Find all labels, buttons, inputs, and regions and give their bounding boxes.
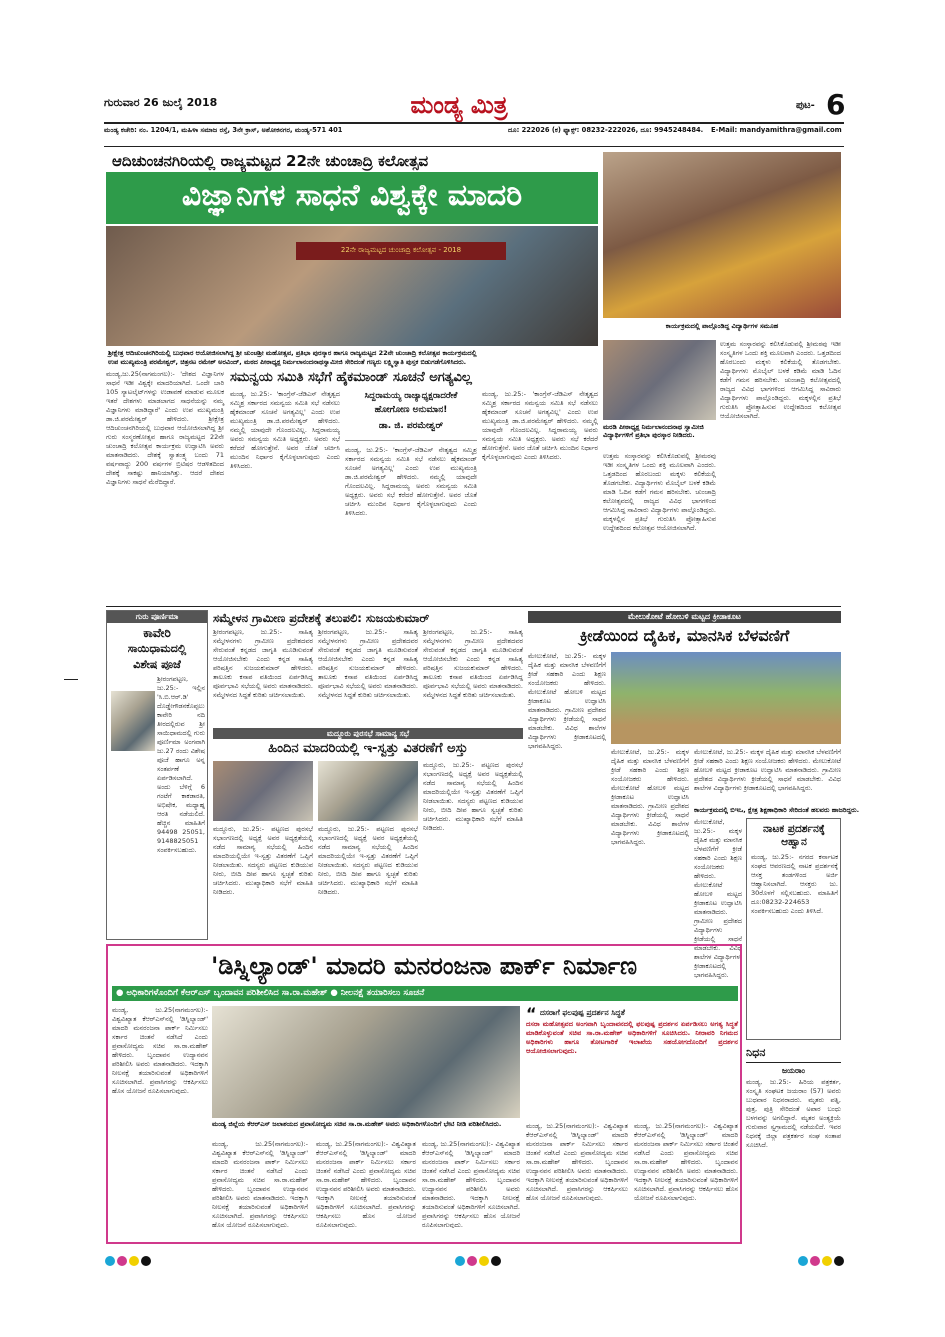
reg-dot xyxy=(129,1256,139,1266)
quote-mark-icon: “ xyxy=(526,1004,537,1023)
guru-title-1: ಕಾವೇರಿ xyxy=(143,626,171,640)
lead-photo-caption-2: ಉಪ ಮುಖ್ಯಮಂತ್ರಿ ಪರಮೇಶ್ವರ್, ಚಿತ್ರನಟ ರಮೇಶ್ ಅರವಿಂದ್, ಮಠದ ಪೀಠಾಧ್ಯಕ್ಷ ನಿರ್ಮಲಾನಂದನಾಥಸ್ವಾಮೀಜಿ ಸೇರಿದಂತೆ ಗಣ್ಯರು ಲಕ್ಷ್ಮಿಸ್ವಾತಿ ಪುಸ್ತಕ ಬಿಡುಗಡೆಗೊಳಿಸಿದರು. xyxy=(108,358,467,366)
reg-dot xyxy=(455,1256,465,1266)
sports-body-3: ಮೇಲುಕೋಟೆ, ಜು.25:- ಮಕ್ಕಳ ದೈಹಿಕ ಮತ್ತು ಮಾನಸಿಕ ಬೆಳವಣಿಗೆಗೆ ಕ್ರೀಡೆ ಸಹಕಾರಿ ಎಂದು ಶಿಕ್ಷಣ ಸಂಯೋಜಕರು ಹೇಳಿದರು. ಮೇಲುಕೋಟೆ ಹೋಬಳಿ ಮಟ್ಟದ ಕ್ರೀಡಾಕೂಟ ಉದ್ಘಾಟಿಸಿ ಮಾತನಾಡಿದರು. ಗ್ರಾಮೀಣ ಪ್ರದೇಶದ ವಿದ್ಯಾರ್ಥಿಗಳು ಕ್ರೀಡೆಯಲ್ಲಿ ಸಾಧನೆ ಮಾಡಬೇಕು. ವಿವಿಧ ಶಾಲೆಗಳ ವಿದ್ಯಾರ್ಥಿಗಳು ಕ್ರೀಡಾಕೂಟದಲ್ಲಿ ಭಾಗವಹಿಸಿದ್ದರು. xyxy=(694,748,841,792)
samanvaya-sub2: ಹೋಗೋಣ ಅನುಮಾನ! xyxy=(374,405,448,415)
disney-body-4: ಮಂಡ್ಯ, ಜು.25(ನಾಗಮಂಗಲ):- ವಿಶ್ವವಿಖ್ಯಾತ ಕೆಆರ್‌ಎಸ್‌ನಲ್ಲಿ 'ಡಿಸ್ನಿಲ್ಯಾಂಡ್' ಮಾದರಿ ಮನರಂಜನಾ ಪಾರ್ಕ್ ನಿರ್ಮಿಸಲು ಸರ್ಕಾರ ಚಿಂತನೆ ನಡೆಸಿದೆ ಎಂದು ಪ್ರವಾಸೋದ್ಯಮ ಸಚಿವ ಸಾ.ರಾ.ಮಹೇಶ್ ಹೇಳಿದರು. ಬೃಂದಾವನ ಉದ್ಯಾನವನ ಪರಿಶೀಲಿಸಿ ಅವರು ಮಾತನಾಡಿದರು. ಇದಕ್ಕಾಗಿ ನೀಲನಕ್ಷೆ ತಯಾರಿಸುವಂತೆ ಅಧಿಕಾರಿಗಳಿಗೆ ಸೂಚಿಸಲಾಗಿದೆ. ಪ್ರವಾಸಿಗರನ್ನು ಆಕರ್ಷಿಸಲು ಹೊಸ ಯೋಜನೆ ರೂಪಿಸಲಾಗುವುದು. xyxy=(422,1140,520,1229)
lead-photo-caption: ಶ್ರೀಕ್ಷೇತ್ರ ಆದಿಚುಂಚನಗಿರಿಯಲ್ಲಿ ಬುಧವಾರ ಆಯೋಜಿಸಲಾಗಿದ್ದ ಶ್ರೀ ಚುಂಚಶ್ರೀ ಮಹೋತ್ಸವ, ಪ್ರತಿಭಾ ಪುರಸ್ಕಾರ ಹಾಗೂ ರಾಜ್ಯಮಟ್ಟದ 22ನೇ ಚುಂಚಾದ್ರಿ ಕಲೋತ್ಸವ ಕಾರ್ಯಕ್ರಮದಲ್ಲಿ xyxy=(108,349,477,357)
page-number: 6 xyxy=(826,88,846,121)
sports-kicker: ಮೇಲುಕೋಟೆ ಹೋಬಳಿ ಮಟ್ಟದ ಕ್ರೀಡಾಕೂಟ xyxy=(627,612,742,621)
nataka-body: ಮಂಡ್ಯ, ಜು.25:- ನಗರದ ಕರ್ನಾಟಕ ಸಂಘದ ಆವರಣದಲ್ಲಿ ನಾಟಕ ಪ್ರದರ್ಶನಕ್ಕೆ ಆಸಕ್ತ ತಂಡಗಳಿಂದ ಅರ್ಜಿ ಆಹ್ವಾನಿಸಲಾಗಿದೆ. ಆಸಕ್ತರು ಜು. 30ರೊಳಗೆ ಸಲ್ಲಿಸಬಹುದು. ಮಾಹಿತಿಗೆ ದೂ:08232-224653 ಸಂಪರ್ಕಿಸಬಹುದು ಎಂದು ತಿಳಿಸಿದೆ. xyxy=(751,853,838,915)
guru-title-3: ವಿಶೇಷ ಪೂಜೆ xyxy=(133,658,181,671)
samanvaya-body-left: ಮಂಡ್ಯ, ಜು.25:- 'ಕಾಂಗ್ರೆಸ್-ಜೆಡಿಎಸ್ ನೇತೃತ್ವದ ಸಮ್ಮಿಶ್ರ ಸರ್ಕಾರದ ಸಮನ್ವಯ ಸಮಿತಿ ಸಭೆ ನಡೆಸಲು ಹೈಕಮಾಂಡ್ ಸೂಚನೆ ಅಗತ್ಯವಿಲ್ಲ' ಎಂದು ಉಪ ಮುಖ್ಯಮಂತ್ರಿ ಡಾ.ಜಿ.ಪರಮೇಶ್ವರ್ ಹೇಳಿದರು. ನಮ್ಮಲ್ಲಿ ಯಾವುದೇ ಗೊಂದಲವಿಲ್ಲ. ಸಿದ್ದರಾಮಯ್ಯ ಅವರು ಸಮನ್ವಯ ಸಮಿತಿ ಅಧ್ಯಕ್ಷರು. ಅವರು ಸಭೆ ಕರೆದರೆ ಹೋಗುತ್ತೇನೆ. ಅವರ ಜೊತೆ ಚರ್ಚಿಸಿ ಮುಂದಿನ ನಿರ್ಧಾರ ಕೈಗೊಳ್ಳಲಾಗುವುದು ಎಂದು ತಿಳಿಸಿದರು. xyxy=(230,390,340,470)
disney-quote-text: ದಸರಾ ಮಹೋತ್ಸವದ ಅಂಗವಾಗಿ ಬೃಂದಾವನದಲ್ಲಿ ಫಲಪುಷ್ಪ ಪ್ರದರ್ಶನ ಏರ್ಪಡಿಸಲು ಅಗತ್ಯ ಸಿದ್ಧತೆ ಮಾಡಿಕೊಳ್ಳುವಂತೆ ಸಚಿವ ಸಾ.ರಾ.ಮಹೇಶ್ ಅಧಿಕಾರಿಗಳಿಗೆ ಸೂಚಿಸಿದರು. ನೀರಾವರಿ ನಿಗಮದ ಅಧಿಕಾರಿಗಳು ಹಾಗೂ ತೋಟಗಾರಿಕೆ ಇಲಾಖೆಯ ಸಹಯೋಗದೊಂದಿಗೆ ಪ್ರದರ್ಶನ ಆಯೋಜಿಸಲಾಗುವುದು. xyxy=(526,1020,738,1055)
eswathu-photo-2 xyxy=(318,761,418,821)
disneyland-box xyxy=(106,944,742,1244)
award-photo-caption: ಮರಡಿ ಪೀಠಾಧ್ಯಕ್ಷ ನಿರ್ಮಲಾನಂದನಾಥ ಸ್ವಾಮೀಜಿ ವಿದ್ಯಾರ್ಥಿಗಳಿಗೆ ಪ್ರತಿಭಾ ಪುರಸ್ಕಾರ ನೀಡಿದರು. xyxy=(603,423,704,439)
nataka-box xyxy=(746,818,841,1040)
masthead xyxy=(104,88,846,136)
lead-body: ಮಂಡ್ಯ,ಜು.25(ನಾಗಮಂಗಲ):- 'ದೇಶದ ವಿಜ್ಞಾನಿಗಳ ಸಾಧನೆ ಇಡೀ ವಿಶ್ವಕ್ಕೇ ಮಾದರಿಯಾಗಿದೆ. ಒಂದೇ ಬಾರಿ 105 ಸ್ಯಾಟಲೈಟ್‌ಗಳನ್ನು ಉಡಾವಣೆ ಮಾಡುವ ಮೂಲಕ ಇತರೆ ದೇಶಗಳು ಮಾಡಲಾಗದ ಸಾಧನೆಯನ್ನು ನಮ್ಮ ವಿಜ್ಞಾನಿಗಳು ಮಾಡಿದ್ದಾರೆ' ಎಂದು ಉಪ ಮುಖ್ಯಮಂತ್ರಿ ಡಾ.ಜಿ.ಪರಮೇಶ್ವರ್ ಹೇಳಿದರು. ಶ್ರೀಕ್ಷೇತ್ರ ಆದಿಚುಂಚನಗಿರಿಯಲ್ಲಿ ಬುಧವಾರ ಆಯೋಜಿಸಲಾಗಿದ್ದ ಶ್ರೀ ಗುರು ಸಂಸ್ಮರಣೋತ್ಸವ ಹಾಗೂ ರಾಜ್ಯಮಟ್ಟದ 22ನೇ ಚುಂಚಾದ್ರಿ ಕಲೋತ್ಸವ ಕಾರ್ಯಕ್ರಮ ಉದ್ಘಾಟಿಸಿ ಅವರು ಮಾತನಾಡಿದರು. ದೇಶಕ್ಕೆ ಸ್ವಾತಂತ್ರ್ಯ ಬಂದು 71 ವರ್ಷವಾದ್ದು 200 ವರ್ಷಗಳ ಬ್ರಿಟಿಷರ ಆಡಳಿತದಿಂದ ದೇಶಕ್ಕೆ ಸಾಕಷ್ಟು ಹಾನಿಯಾಗಿತ್ತು. ಆದರೆ ದೇಶದ ವಿಜ್ಞಾನಿಗಳು ಸಾಧನೆ ಮೆರೆದಿದ್ದಾರೆ. xyxy=(106,370,224,486)
sammelana-body-2: ಶ್ರೀರಂಗಪಟ್ಟಣ, ಜು.25:- ಸಾಹಿತ್ಯ ಸಮ್ಮೇಳನಗಳು ಗ್ರಾಮೀಣ ಪ್ರದೇಶದವರ ಸೇರುವಂತೆ ಕನ್ನಡದ ಜಾಗೃತಿ ಮೂಡಿಸುವಂತೆ ಆಯೋಜಿಸಬೇಕು ಎಂದು ಕನ್ನಡ ಸಾಹಿತ್ಯ ಪರಿಷತ್ತಿನ ಸುಜಯಕುಮಾರ್ ಹೇಳಿದರು. ತಾಲೂಕು ಕಸಾಪ ವತಿಯಿಂದ ಏರ್ಪಡಿಸಿದ್ದ ಪೂರ್ವಭಾವಿ ಸಭೆಯಲ್ಲಿ ಅವರು ಮಾತನಾಡಿದರು. ಸಮ್ಮೇಳನದ ಸಿದ್ಧತೆ ಕುರಿತು ಚರ್ಚಿಸಲಾಯಿತು. xyxy=(318,628,418,699)
sammelana-body-3: ಶ್ರೀರಂಗಪಟ್ಟಣ, ಜು.25:- ಸಾಹಿತ್ಯ ಸಮ್ಮೇಳನಗಳು ಗ್ರಾಮೀಣ ಪ್ರದೇಶದವರ ಸೇರುವಂತೆ ಕನ್ನಡದ ಜಾಗೃತಿ ಮೂಡಿಸುವಂತೆ ಆಯೋಜಿಸಬೇಕು ಎಂದು ಕನ್ನಡ ಸಾಹಿತ್ಯ ಪರಿಷತ್ತಿನ ಸುಜಯಕುಮಾರ್ ಹೇಳಿದರು. ತಾಲೂಕು ಕಸಾಪ ವತಿಯಿಂದ ಏರ್ಪಡಿಸಿದ್ದ ಪೂರ್ವಭಾವಿ ಸಭೆಯಲ್ಲಿ ಅವರು ಮಾತನಾಡಿದರು. ಸಮ್ಮೇಳನದ ಸಿದ್ಧತೆ ಕುರಿತು ಚರ್ಚಿಸಲಾಯಿತು. xyxy=(423,628,523,699)
eswathu-body-2: ಮದ್ದೂರು, ಜು.25:- ಪಟ್ಟಣದ ಪುರಸಭೆ ಸಭಾಂಗಣದಲ್ಲಿ ಅಧ್ಯಕ್ಷೆ ಅವರ ಅಧ್ಯಕ್ಷತೆಯಲ್ಲಿ ನಡೆದ ಸಾಮಾನ್ಯ ಸಭೆಯಲ್ಲಿ ಹಿಂದಿನ ಮಾದರಿಯಲ್ಲಿಯೇ ಇ-ಸ್ವತ್ತು ವಿತರಣೆಗೆ ಒಪ್ಪಿಗೆ ನೀಡಲಾಯಿತು. ಸದಸ್ಯರು ಪಟ್ಟಣದ ಕುಡಿಯುವ ನೀರು, ಬೀದಿ ದೀಪ ಹಾಗೂ ಸ್ವಚ್ಛತೆ ಕುರಿತು ಚರ್ಚಿಸಿದರು. ಮುಖ್ಯಾಧಿಕಾರಿ ಸಭೆಗೆ ಮಾಹಿತಿ ನೀಡಿದರು. xyxy=(318,825,418,896)
sports-caption: ಕಾರ್ಯಕ್ರಮದಲ್ಲಿ ಬಿಇಒ, ಕ್ಷೇತ್ರ ಶಿಕ್ಷಣಾಧಿಕಾರಿ ಸೇರಿದಂತೆ ಹಲವರು ಹಾಜರಿದ್ದರು. xyxy=(694,806,860,814)
guru-title-2: ಸಾಯಿಧಾಮದಲ್ಲಿ xyxy=(127,642,187,655)
disney-photo xyxy=(212,1006,520,1118)
samanvaya-sub3: ಡಾ. ಜಿ. ಪರಮೇಶ್ವರ್ xyxy=(378,421,444,431)
right-column-text: ಉತ್ತಮ ಸಂಸ್ಕಾರವನ್ನು ಕಲಿಸಿಕೊಡುವಲ್ಲಿ ಶ್ರೀಮಠವು ಇಡೀ ಸಂಸ್ಕೃತಿಗಳ ಒಂದು ಶಕ್ತಿ ಮೂಲವಾಗಿ ಎಂದರು. ಒತ್ತಡದಿಂದ ಹೊರಬಂದು ಮಕ್ಕಳು ಕಲಿಕೆಯಲ್ಲಿ ತೊಡಗಬೇಕು. ವಿದ್ಯಾರ್ಥಿಗಳು ಮೊಬೈಲ್ ಬಳಕೆ ಕಡಿಮೆ ಮಾಡಿ ಓದಿನ ಕಡೆಗೆ ಗಮನ ಹರಿಸಬೇಕು. ಚುಂಚಾದ್ರಿ ಕಲೋತ್ಸವದಲ್ಲಿ ರಾಜ್ಯದ ವಿವಿಧ ಭಾಗಗಳಿಂದ ಆಗಮಿಸಿದ್ದ ಸಾವಿರಾರು ವಿದ್ಯಾರ್ಥಿಗಳು ಪಾಲ್ಗೊಂಡಿದ್ದರು. ಮಕ್ಕಳಲ್ಲಿನ ಪ್ರತಿಭೆ ಗುರುತಿಸಿ ಪ್ರೋತ್ಸಾಹಿಸುವ ಉದ್ದೇಶದಿಂದ ಕಲೋತ್ಸವ ಆಯೋಜಿಸಲಾಗಿದೆ. xyxy=(720,340,841,420)
masthead-rule xyxy=(104,122,844,124)
lead-headline: ವಿಜ್ಞಾನಿಗಳ ಸಾಧನೆ ವಿಶ್ವಕ್ಕೇ ಮಾದರಿ xyxy=(181,178,523,213)
lead-headline-band xyxy=(106,172,598,224)
disney-body-2: ಮಂಡ್ಯ, ಜು.25(ನಾಗಮಂಗಲ):- ವಿಶ್ವವಿಖ್ಯಾತ ಕೆಆರ್‌ಎಸ್‌ನಲ್ಲಿ 'ಡಿಸ್ನಿಲ್ಯಾಂಡ್' ಮಾದರಿ ಮನರಂಜನಾ ಪಾರ್ಕ್ ನಿರ್ಮಿಸಲು ಸರ್ಕಾರ ಚಿಂತನೆ ನಡೆಸಿದೆ ಎಂದು ಪ್ರವಾಸೋದ್ಯಮ ಸಚಿವ ಸಾ.ರಾ.ಮಹೇಶ್ ಹೇಳಿದರು. ಬೃಂದಾವನ ಉದ್ಯಾನವನ ಪರಿಶೀಲಿಸಿ ಅವರು ಮಾತನಾಡಿದರು. ಇದಕ್ಕಾಗಿ ನೀಲನಕ್ಷೆ ತಯಾರಿಸುವಂತೆ ಅಧಿಕಾರಿಗಳಿಗೆ ಸೂಚಿಸಲಾಗಿದೆ. ಪ್ರವಾಸಿಗರನ್ನು ಆಕರ್ಷಿಸಲು ಹೊಸ ಯೋಜನೆ ರೂಪಿಸಲಾಗುವುದು. xyxy=(212,1140,308,1229)
stage-banner xyxy=(296,242,506,260)
nidhana-name: ಜಯರಾಂ xyxy=(781,1066,805,1075)
nidhana-title: ನಿಧನ xyxy=(746,1046,766,1059)
disney-body-1: ಮಂಡ್ಯ, ಜು.25(ನಾಗಮಂಗಲ):- ವಿಶ್ವವಿಖ್ಯಾತ ಕೆಆರ್‌ಎಸ್‌ನಲ್ಲಿ 'ಡಿಸ್ನಿಲ್ಯಾಂಡ್' ಮಾದರಿ ಮನರಂಜನಾ ಪಾರ್ಕ್ ನಿರ್ಮಿಸಲು ಸರ್ಕಾರ ಚಿಂತನೆ ನಡೆಸಿದೆ ಎಂದು ಪ್ರವಾಸೋದ್ಯಮ ಸಚಿವ ಸಾ.ರಾ.ಮಹೇಶ್ ಹೇಳಿದರು. ಬೃಂದಾವನ ಉದ್ಯಾನವನ ಪರಿಶೀಲಿಸಿ ಅವರು ಮಾತನಾಡಿದರು. ಇದಕ್ಕಾಗಿ ನೀಲನಕ್ಷೆ ತಯಾರಿಸುವಂತೆ ಅಧಿಕಾರಿಗಳಿಗೆ ಸೂಚಿಸಲಾಗಿದೆ. ಪ್ರವಾಸಿಗರನ್ನು ಆಕರ್ಷಿಸಲು ಹೊಸ ಯೋಜನೆ ರೂಪಿಸಲಾಗುವುದು. xyxy=(112,1006,208,1095)
reg-dot xyxy=(822,1256,832,1266)
eswathu-body-1: ಮದ್ದೂರು, ಜು.25:- ಪಟ್ಟಣದ ಪುರಸಭೆ ಸಭಾಂಗಣದಲ್ಲಿ ಅಧ್ಯಕ್ಷೆ ಅವರ ಅಧ್ಯಕ್ಷತೆಯಲ್ಲಿ ನಡೆದ ಸಾಮಾನ್ಯ ಸಭೆಯಲ್ಲಿ ಹಿಂದಿನ ಮಾದರಿಯಲ್ಲಿಯೇ ಇ-ಸ್ವತ್ತು ವಿತರಣೆಗೆ ಒಪ್ಪಿಗೆ ನೀಡಲಾಯಿತು. ಸದಸ್ಯರು ಪಟ್ಟಣದ ಕುಡಿಯುವ ನೀರು, ಬೀದಿ ದೀಪ ಹಾಗೂ ಸ್ವಚ್ಛತೆ ಕುರಿತು ಚರ್ಚಿಸಿದರು. ಮುಖ್ಯಾಧಿಕಾರಿ ಸಭೆಗೆ ಮಾಹಿತಿ ನೀಡಿದರು. xyxy=(213,825,313,896)
reg-dot xyxy=(798,1256,808,1266)
guru-body: ಶ್ರೀರಂಗಪಟ್ಟಣ, ಜು.25:- ಇಲ್ಲಿನ 'ಸಿ.ಬಿ.ಆರ್.ಡಿ' ದೊಡ್ಡೇಗೌಡನಕೊಪ್ಪಲು ಕಾವೇರಿ ನದಿ ತೀರದಲ್ಲಿರುವ ಶ್ರೀ ಸಾಯಿಧಾಮದಲ್ಲಿ ಗುರು ಪೂರ್ಣಿಮಾ ಅಂಗವಾಗಿ ಜು.27 ರಂದು ವಿಶೇಷ ಪೂಜೆ ಹಾಗೂ ಅನ್ನ ಸಂತರ್ಪಣೆ ಏರ್ಪಡಿಸಲಾಗಿದೆ. ಅಂದು ಬೆಳಿಗ್ಗೆ 6 ಗಂಟೆಗೆ ಕಾಕಡಾರತಿ, ಅಭಿಷೇಕ, ಮಧ್ಯಾಹ್ನ ಆರತಿ ನಡೆಯಲಿದೆ. ಹೆಚ್ಚಿನ ಮಾಹಿತಿಗೆ 94498 25051, 9148825051 ಸಂಪರ್ಕಿಸಬಹುದು. xyxy=(157,675,205,854)
samanvaya-body-right: ಮಂಡ್ಯ, ಜು.25:- 'ಕಾಂಗ್ರೆಸ್-ಜೆಡಿಎಸ್ ನೇತೃತ್ವದ ಸಮ್ಮಿಶ್ರ ಸರ್ಕಾರದ ಸಮನ್ವಯ ಸಮಿತಿ ಸಭೆ ನಡೆಸಲು ಹೈಕಮಾಂಡ್ ಸೂಚನೆ ಅಗತ್ಯವಿಲ್ಲ' ಎಂದು ಉಪ ಮುಖ್ಯಮಂತ್ರಿ ಡಾ.ಜಿ.ಪರಮೇಶ್ವರ್ ಹೇಳಿದರು. ನಮ್ಮಲ್ಲಿ ಯಾವುದೇ ಗೊಂದಲವಿಲ್ಲ. ಸಿದ್ದರಾಮಯ್ಯ ಅವರು ಸಮನ್ವಯ ಸಮಿತಿ ಅಧ್ಯಕ್ಷರು. ಅವರು ಸಭೆ ಕರೆದರೆ ಹೋಗುತ್ತೇನೆ. ಅವರ ಜೊತೆ ಚರ್ಚಿಸಿ ಮುಂದಿನ ನಿರ್ಧಾರ ಕೈಗೊಳ್ಳಲಾಗುವುದು ಎಂದು ತಿಳಿಸಿದರು. xyxy=(482,390,598,461)
masthead-title: ಮಂಡ್ಯ ಮಿತ್ರ xyxy=(410,90,508,119)
disney-subhead: ● ಅಧಿಕಾರಿಗಳೊಂದಿಗೆ ಕೆಆರ್‌ಎಸ್ ಬೃಂದಾವನ ಪರಿಶೀಲಿಸಿದ ಸಾ.ರಾ.ಮಹೇಶ್ ● ನೀಲನಕ್ಷೆ ತಯಾರಿಸಲು ಸೂಚನೆ xyxy=(116,988,425,998)
sports-body-4: ಮೇಲುಕೋಟೆ, ಜು.25:- ಮಕ್ಕಳ ದೈಹಿಕ ಮತ್ತು ಮಾನಸಿಕ ಬೆಳವಣಿಗೆಗೆ ಕ್ರೀಡೆ ಸಹಕಾರಿ ಎಂದು ಶಿಕ್ಷಣ ಸಂಯೋಜಕರು ಹೇಳಿದರು. ಮೇಲುಕೋಟೆ ಹೋಬಳಿ ಮಟ್ಟದ ಕ್ರೀಡಾಕೂಟ ಉದ್ಘಾಟಿಸಿ ಮಾತನಾಡಿದರು. ಗ್ರಾಮೀಣ ಪ್ರದೇಶದ ವಿದ್ಯಾರ್ಥಿಗಳು ಕ್ರೀಡೆಯಲ್ಲಿ ಸಾಧನೆ ಮಾಡಬೇಕು. ವಿವಿಧ ಶಾಲೆಗಳ ವಿದ್ಯಾರ್ಥಿಗಳು ಕ್ರೀಡಾಕೂಟದಲ್ಲಿ ಭಾಗವಹಿಸಿದ್ದರು. xyxy=(694,818,742,979)
disney-subband xyxy=(112,986,738,1001)
sports-body-1: ಮೇಲುಕೋಟೆ, ಜು.25:- ಮಕ್ಕಳ ದೈಹಿಕ ಮತ್ತು ಮಾನಸಿಕ ಬೆಳವಣಿಗೆಗೆ ಕ್ರೀಡೆ ಸಹಕಾರಿ ಎಂದು ಶಿಕ್ಷಣ ಸಂಯೋಜಕರು ಹೇಳಿದರು. ಮೇಲುಕೋಟೆ ಹೋಬಳಿ ಮಟ್ಟದ ಕ್ರೀಡಾಕೂಟ ಉದ್ಘಾಟಿಸಿ ಮಾತನಾಡಿದರು. ಗ್ರಾಮೀಣ ಪ್ರದೇಶದ ವಿದ್ಯಾರ್ಥಿಗಳು ಕ್ರೀಡೆಯಲ್ಲಿ ಸಾಧನೆ ಮಾಡಬೇಕು. ವಿವಿಧ ಶಾಲೆಗಳ ವಿದ್ಯಾರ್ಥಿಗಳು ಕ್ರೀಡಾಕೂಟದಲ್ಲಿ ಭಾಗವಹಿಸಿದ್ದರು. xyxy=(528,652,606,750)
reg-dot xyxy=(105,1256,115,1266)
reg-dot xyxy=(117,1256,127,1266)
eswathu-body-3: ಮದ್ದೂರು, ಜು.25:- ಪಟ್ಟಣದ ಪುರಸಭೆ ಸಭಾಂಗಣದಲ್ಲಿ ಅಧ್ಯಕ್ಷೆ ಅವರ ಅಧ್ಯಕ್ಷತೆಯಲ್ಲಿ ನಡೆದ ಸಾಮಾನ್ಯ ಸಭೆಯಲ್ಲಿ ಹಿಂದಿನ ಮಾದರಿಯಲ್ಲಿಯೇ ಇ-ಸ್ವತ್ತು ವಿತರಣೆಗೆ ಒಪ್ಪಿಗೆ ನೀಡಲಾಯಿತು. ಸದಸ್ಯರು ಪಟ್ಟಣದ ಕುಡಿಯುವ ನೀರು, ಬೀದಿ ದೀಪ ಹಾಗೂ ಸ್ವಚ್ಛತೆ ಕುರಿತು ಚರ್ಚಿಸಿದರು. ಮುಖ್ಯಾಧಿಕಾರಿ ಸಭೆಗೆ ಮಾಹಿತಿ ನೀಡಿದರು. xyxy=(423,761,523,832)
disney-photo-caption: ಮಂಡ್ಯ ಜಿಲ್ಲೆಯ ಕೆಆರ್‌ಎಸ್ ಜಲಾಶಯದ ಪ್ರವಾಸೋದ್ಯಮ ಸಚಿವ ಸಾ.ರಾ.ಮಹೇಶ್ ಅವರು ಅಧಿಕಾರಿಗಳೊಂದಿಗೆ ಭೇಟಿ ನೀಡಿ ಪರಿಶೀಲಿಸಿದರು. xyxy=(212,1120,502,1128)
eswathu-photo-1 xyxy=(213,761,313,821)
guru-kicker-band xyxy=(107,611,207,623)
lead-photo xyxy=(106,226,598,346)
sports-kicker-band xyxy=(528,611,841,623)
reg-dot xyxy=(467,1256,477,1266)
disney-headline: 'ಡಿಸ್ನಿಲ್ಯಾಂಡ್' ಮಾದರಿ ಮನರಂಜನಾ ಪಾರ್ಕ್ ನಿರ್ಮಾಣ xyxy=(210,952,638,980)
eswathu-kicker-band xyxy=(213,728,523,739)
sammelana-headline: ಸಮ್ಮೇಳನ ಗ್ರಾಮೀಣ ಪ್ರದೇಶಕ್ಕೆ ತಲುಪಲಿ: ಸುಜಯಕುಮಾರ್ xyxy=(213,611,430,625)
disney-body-6: ಮಂಡ್ಯ, ಜು.25(ನಾಗಮಂಗಲ):- ವಿಶ್ವವಿಖ್ಯಾತ ಕೆಆರ್‌ಎಸ್‌ನಲ್ಲಿ 'ಡಿಸ್ನಿಲ್ಯಾಂಡ್' ಮಾದರಿ ಮನರಂಜನಾ ಪಾರ್ಕ್ ನಿರ್ಮಿಸಲು ಸರ್ಕಾರ ಚಿಂತನೆ ನಡೆಸಿದೆ ಎಂದು ಪ್ರವಾಸೋದ್ಯಮ ಸಚಿವ ಸಾ.ರಾ.ಮಹೇಶ್ ಹೇಳಿದರು. ಬೃಂದಾವನ ಉದ್ಯಾನವನ ಪರಿಶೀಲಿಸಿ ಅವರು ಮಾತನಾಡಿದರು. ಇದಕ್ಕಾಗಿ ನೀಲನಕ್ಷೆ ತಯಾರಿಸುವಂತೆ ಅಧಿಕಾರಿಗಳಿಗೆ ಸೂಚಿಸಲಾಗಿದೆ. ಪ್ರವಾಸಿಗರನ್ನು ಆಕರ್ಷಿಸಲು ಹೊಸ ಯೋಜನೆ ರೂಪಿಸಲಾಗುವುದು. xyxy=(634,1122,738,1202)
masthead-bottom-rule xyxy=(104,146,844,147)
disney-body-3: ಮಂಡ್ಯ, ಜು.25(ನಾಗಮಂಗಲ):- ವಿಶ್ವವಿಖ್ಯಾತ ಕೆಆರ್‌ಎಸ್‌ನಲ್ಲಿ 'ಡಿಸ್ನಿಲ್ಯಾಂಡ್' ಮಾದರಿ ಮನರಂಜನಾ ಪಾರ್ಕ್ ನಿರ್ಮಿಸಲು ಸರ್ಕಾರ ಚಿಂತನೆ ನಡೆಸಿದೆ ಎಂದು ಪ್ರವಾಸೋದ್ಯಮ ಸಚಿವ ಸಾ.ರಾ.ಮಹೇಶ್ ಹೇಳಿದರು. ಬೃಂದಾವನ ಉದ್ಯಾನವನ ಪರಿಶೀಲಿಸಿ ಅವರು ಮಾತನಾಡಿದರು. ಇದಕ್ಕಾಗಿ ನೀಲನಕ್ಷೆ ತಯಾರಿಸುವಂತೆ ಅಧಿಕಾರಿಗಳಿಗೆ ಸೂಚಿಸಲಾಗಿದೆ. ಪ್ರವಾಸಿಗರನ್ನು ಆಕರ್ಷಿಸಲು ಹೊಸ ಯೋಜನೆ ರೂಪಿಸಲಾಗುವುದು. xyxy=(316,1140,416,1229)
reg-dot xyxy=(141,1256,151,1266)
disney-body-5: ಮಂಡ್ಯ, ಜು.25(ನಾಗಮಂಗಲ):- ವಿಶ್ವವಿಖ್ಯಾತ ಕೆಆರ್‌ಎಸ್‌ನಲ್ಲಿ 'ಡಿಸ್ನಿಲ್ಯಾಂಡ್' ಮಾದರಿ ಮನರಂಜನಾ ಪಾರ್ಕ್ ನಿರ್ಮಿಸಲು ಸರ್ಕಾರ ಚಿಂತನೆ ನಡೆಸಿದೆ ಎಂದು ಪ್ರವಾಸೋದ್ಯಮ ಸಚಿವ ಸಾ.ರಾ.ಮಹೇಶ್ ಹೇಳಿದರು. ಬೃಂದಾವನ ಉದ್ಯಾನವನ ಪರಿಶೀಲಿಸಿ ಅವರು ಮಾತನಾಡಿದರು. ಇದಕ್ಕಾಗಿ ನೀಲನಕ್ಷೆ ತಯಾರಿಸುವಂತೆ ಅಧಿಕಾರಿಗಳಿಗೆ ಸೂಚಿಸಲಾಗಿದೆ. ಪ್ರವಾಸಿಗರನ್ನು ಆಕರ್ಷಿಸಲು ಹೊಸ ಯೋಜನೆ ರೂಪಿಸಲಾಗುವುದು. xyxy=(526,1122,628,1202)
samanvaya-headline: ಸಮನ್ವಯ ಸಮಿತಿ ಸಭೆಗೆ ಹೈಕಮಾಂಡ್ ಸೂಚನೆ ಅಗತ್ಯವಿಲ್ಲ xyxy=(230,370,472,385)
issue-date: ಗುರುವಾರ 26 ಜುಲೈ 2018 xyxy=(104,96,218,109)
sports-photo xyxy=(611,652,841,744)
lead-kicker: ಆದಿಚುಂಚನಗಿರಿಯಲ್ಲಿ ರಾಜ್ಯಮಟ್ಟದ 22ನೇ ಚುಂಚಾದ್ರಿ ಕಲೋತ್ಸವ xyxy=(112,152,429,170)
stage-banner-text: 22ನೇ ರಾಜ್ಯಮಟ್ಟದ ಚುಂಚಾದ್ರಿ ಕಲೋತ್ಸವ - 2018 xyxy=(340,246,462,254)
award-photo xyxy=(603,340,716,420)
sammelana-body-1: ಶ್ರೀರಂಗಪಟ್ಟಣ, ಜು.25:- ಸಾಹಿತ್ಯ ಸಮ್ಮೇಳನಗಳು ಗ್ರಾಮೀಣ ಪ್ರದೇಶದವರ ಸೇರುವಂತೆ ಕನ್ನಡದ ಜಾಗೃತಿ ಮೂಡಿಸುವಂತೆ ಆಯೋಜಿಸಬೇಕು ಎಂದು ಕನ್ನಡ ಸಾಹಿತ್ಯ ಪರಿಷತ್ತಿನ ಸುಜಯಕುಮಾರ್ ಹೇಳಿದರು. ತಾಲೂಕು ಕಸಾಪ ವತಿಯಿಂದ ಏರ್ಪಡಿಸಿದ್ದ ಪೂರ್ವಭಾವಿ ಸಭೆಯಲ್ಲಿ ಅವರು ಮಾತನಾಡಿದರು. ಸಮ್ಮೇಳನದ ಸಿದ್ಧತೆ ಕುರಿತು ಚರ್ಚಿಸಲಾಯಿತು. xyxy=(213,628,313,699)
nidhana-box xyxy=(746,1044,841,1240)
margin-tick xyxy=(64,679,78,680)
office-phone: ದೂ: 222026 (ಕ) ಫ್ಯಾಕ್ಸ್: 08232-222026, ದೂ: 9945248484. xyxy=(508,126,704,134)
eswathu-kicker: ಮದ್ದೂರು ಪುರಸಭೆ ಸಾಮಾನ್ಯ ಸಭೆ xyxy=(326,729,410,738)
samanvaya-subbox xyxy=(345,389,477,441)
page-label: ಪುಟ- xyxy=(796,100,815,111)
office-email: E-Mail: mandyamithra@gmail.com xyxy=(711,126,842,134)
reg-dot xyxy=(810,1256,820,1266)
section-divider xyxy=(106,606,841,607)
reg-dot xyxy=(491,1256,501,1266)
samanvaya-body-mid: ಮಂಡ್ಯ, ಜು.25:- 'ಕಾಂಗ್ರೆಸ್-ಜೆಡಿಎಸ್ ನೇತೃತ್ವದ ಸಮ್ಮಿಶ್ರ ಸರ್ಕಾರದ ಸಮನ್ವಯ ಸಮಿತಿ ಸಭೆ ನಡೆಸಲು ಹೈಕಮಾಂಡ್ ಸೂಚನೆ ಅಗತ್ಯವಿಲ್ಲ' ಎಂದು ಉಪ ಮುಖ್ಯಮಂತ್ರಿ ಡಾ.ಜಿ.ಪರಮೇಶ್ವರ್ ಹೇಳಿದರು. ನಮ್ಮಲ್ಲಿ ಯಾವುದೇ ಗೊಂದಲವಿಲ್ಲ. ಸಿದ್ದರಾಮಯ್ಯ ಅವರು ಸಮನ್ವಯ ಸಮಿತಿ ಅಧ್ಯಕ್ಷರು. ಅವರು ಸಭೆ ಕರೆದರೆ ಹೋಗುತ್ತೇನೆ. ಅವರ ಜೊತೆ ಚರ್ಚಿಸಿ ಮುಂದಿನ ನಿರ್ಧಾರ ಕೈಗೊಳ್ಳಲಾಗುವುದು ಎಂದು ತಿಳಿಸಿದರು. xyxy=(345,446,477,517)
reg-dot xyxy=(834,1256,844,1266)
guru-purnima-box xyxy=(106,610,208,940)
reg-dot xyxy=(479,1256,489,1266)
sports-headline: ಕ್ರೀಡೆಯಿಂದ ದೈಹಿಕ, ಮಾನಸಿಕ ಬೆಳವಣಿಗೆ xyxy=(579,626,790,645)
students-photo-caption: ಕಾರ್ಯಕ್ರಮದಲ್ಲಿ ಪಾಲ್ಗೊಂಡಿದ್ದ ವಿದ್ಯಾರ್ಥಿಗಳ ಸಮೂಹ xyxy=(665,322,779,330)
nidhana-body: ಮಂಡ್ಯ, ಜು.25:- ಹಿರಿಯ ಪತ್ರಕರ್ತ, ಸಂಸ್ಕೃತಿ ಸಂಘಟಕ ಜಯರಾಂ (57) ಅವರು ಬುಧವಾರ ನಿಧನರಾದರು. ಮೃತರು ಪತ್ನಿ, ಪುತ್ರ, ಪುತ್ರಿ ಸೇರಿದಂತೆ ಅಪಾರ ಬಂಧು ಬಳಗವನ್ನು ಅಗಲಿದ್ದಾರೆ. ಮೃತರ ಅಂತ್ಯಕ್ರಿಯೆ ಗುರುವಾರ ಸ್ವಗ್ರಾಮದಲ್ಲಿ ನಡೆಯಲಿದೆ. ಇವರ ನಿಧನಕ್ಕೆ ಜಿಲ್ಲಾ ಪತ್ರಕರ್ತರ ಸಂಘ ಸಂತಾಪ ಸೂಚಿಸಿದೆ. xyxy=(746,1078,841,1149)
nidhana-rule xyxy=(746,1062,841,1063)
samanvaya-sub1: ಸಿದ್ದರಾಮಯ್ಯ ರಾಜ್ಯಾಧ್ಯಕ್ಷರಾದರೇಕೆ xyxy=(364,391,458,401)
right-column-text-lower: ಉತ್ತಮ ಸಂಸ್ಕಾರವನ್ನು ಕಲಿಸಿಕೊಡುವಲ್ಲಿ ಶ್ರೀಮಠವು ಇಡೀ ಸಂಸ್ಕೃತಿಗಳ ಒಂದು ಶಕ್ತಿ ಮೂಲವಾಗಿ ಎಂದರು. ಒತ್ತಡದಿಂದ ಹೊರಬಂದು ಮಕ್ಕಳು ಕಲಿಕೆಯಲ್ಲಿ ತೊಡಗಬೇಕು. ವಿದ್ಯಾರ್ಥಿಗಳು ಮೊಬೈಲ್ ಬಳಕೆ ಕಡಿಮೆ ಮಾಡಿ ಓದಿನ ಕಡೆಗೆ ಗಮನ ಹರಿಸಬೇಕು. ಚುಂಚಾದ್ರಿ ಕಲೋತ್ಸವದಲ್ಲಿ ರಾಜ್ಯದ ವಿವಿಧ ಭಾಗಗಳಿಂದ ಆಗಮಿಸಿದ್ದ ಸಾವಿರಾರು ವಿದ್ಯಾರ್ಥಿಗಳು ಪಾಲ್ಗೊಂಡಿದ್ದರು. ಮಕ್ಕಳಲ್ಲಿನ ಪ್ರತಿಭೆ ಗುರುತಿಸಿ ಪ್ರೋತ್ಸಾಹಿಸುವ ಉದ್ದೇಶದಿಂದ ಕಲೋತ್ಸವ ಆಯೋಜಿಸಲಾಗಿದೆ. xyxy=(603,452,716,532)
guru-kicker: ಗುರು ಪೂರ್ಣಿಮಾ xyxy=(135,612,179,621)
disney-quote xyxy=(526,1006,738,1118)
sports-body-2: ಮೇಲುಕೋಟೆ, ಜು.25:- ಮಕ್ಕಳ ದೈಹಿಕ ಮತ್ತು ಮಾನಸಿಕ ಬೆಳವಣಿಗೆಗೆ ಕ್ರೀಡೆ ಸಹಕಾರಿ ಎಂದು ಶಿಕ್ಷಣ ಸಂಯೋಜಕರು ಹೇಳಿದರು. ಮೇಲುಕೋಟೆ ಹೋಬಳಿ ಮಟ್ಟದ ಕ್ರೀಡಾಕೂಟ ಉದ್ಘಾಟಿಸಿ ಮಾತನಾಡಿದರು. ಗ್ರಾಮೀಣ ಪ್ರದೇಶದ ವಿದ್ಯಾರ್ಥಿಗಳು ಕ್ರೀಡೆಯಲ್ಲಿ ಸಾಧನೆ ಮಾಡಬೇಕು. ವಿವಿಧ ಶಾಲೆಗಳ ವಿದ್ಯಾರ್ಥಿಗಳು ಕ್ರೀಡಾಕೂಟದಲ್ಲಿ ಭಾಗವಹಿಸಿದ್ದರು. xyxy=(611,748,689,846)
students-photo xyxy=(603,152,841,318)
office-address: ಮಂಡ್ಯ ಕಚೇರಿ: ನಂ. 1204/1, ಮಹಿಳಾ ಸಮಾಜ ರಸ್ತೆ, 3ನೇ ಕ್ರಾಸ್, ಅಶೋಕನಗರ, ಮಂಡ್ಯ-571 401 xyxy=(104,126,343,134)
disney-quote-label: ದಸರಾಗೆ ಫಲಪುಷ್ಪ ಪ್ರದರ್ಶನ ಸಿದ್ಧತೆ xyxy=(540,1008,625,1017)
nataka-title: ನಾಟಕ ಪ್ರದರ್ಶನಕ್ಕೆ ಆಹ್ವಾನ xyxy=(763,823,825,848)
eswathu-headline: ಹಿಂದಿನ ಮಾದರಿಯಲ್ಲಿ ಇ-ಸ್ವತ್ತು ವಿತರಣೆಗೆ ಅಸ್ತು xyxy=(268,741,468,756)
